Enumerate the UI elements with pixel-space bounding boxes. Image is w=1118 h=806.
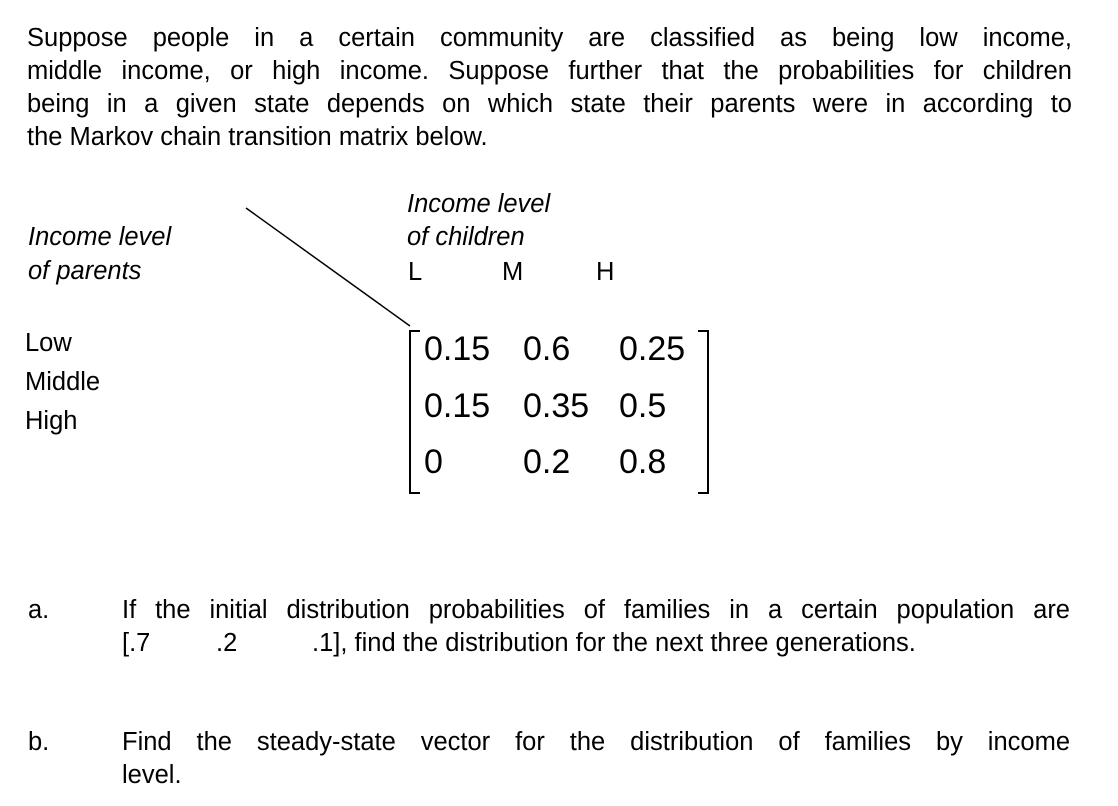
column-header-line2: of children (407, 223, 525, 251)
column-header-line1: Income level (407, 190, 551, 218)
intro-line: middle income, or high income. Suppose further that the probabilities for children (27, 57, 1072, 85)
question-a-label: a. (28, 596, 50, 624)
matrix-cell: 0.8 (619, 443, 667, 481)
matrix-right-bracket (698, 330, 709, 494)
question-b-line2: level. (122, 761, 182, 789)
row-label-low: Low (25, 329, 72, 357)
distribution-middle: .2 (216, 629, 238, 657)
question-b-label: b. (28, 728, 50, 756)
matrix-cell: 0.15 (424, 330, 491, 368)
column-label-high: H (596, 258, 615, 286)
distribution-high: .1], find the distribution for the next three generations. (312, 629, 916, 657)
intro-line: Suppose people in a certain community are classified as being low income, (27, 24, 1072, 52)
row-header-line2: of parents (28, 257, 142, 285)
question-a-line1: If the initial distribution probabilities of families in a certain population are (122, 596, 1070, 624)
intro-line: the Markov chain transition matrix below. (27, 123, 488, 151)
column-label-middle: M (502, 258, 524, 286)
matrix-cell: 0.5 (619, 387, 667, 425)
row-label-middle: Middle (25, 368, 101, 396)
matrix-cell: 0.15 (424, 387, 491, 425)
initial-distribution-line (122, 627, 1070, 660)
column-label-low: L (408, 258, 423, 286)
row-header-line1: Income level (28, 223, 172, 251)
matrix-cell: 0.6 (523, 330, 571, 368)
question-b-text (122, 726, 1070, 792)
matrix-cell: 0.2 (523, 443, 571, 481)
question-a-text (122, 594, 1070, 660)
matrix-cell: 0 (424, 443, 443, 481)
matrix-cell: 0.35 (523, 387, 590, 425)
question-b-line1: Find the steady-state vector for the distribution of families by income (122, 728, 1070, 756)
matrix-cell: 0.25 (619, 330, 686, 368)
matrix-left-bracket (409, 330, 420, 494)
row-label-high: High (25, 407, 78, 435)
intro-line: being in a given state depends on which state their parents were in according to (27, 90, 1072, 118)
distribution-low: [.7 (122, 629, 151, 657)
